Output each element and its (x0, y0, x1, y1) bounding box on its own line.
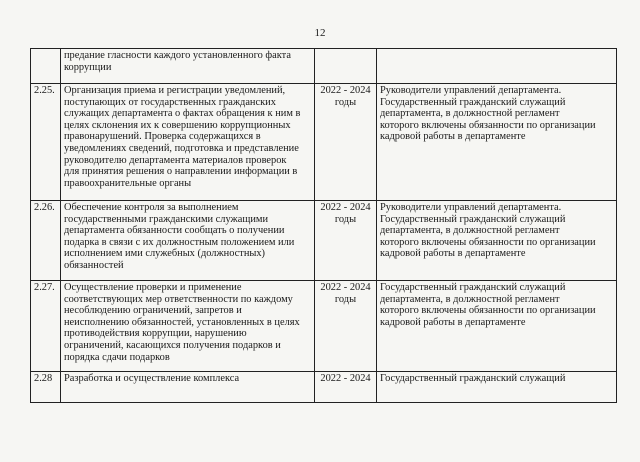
term-line: 2022 - 2024 (320, 282, 371, 293)
action-line: Разработка и осуществление комплекса (64, 373, 240, 384)
page-number: 12 (314, 27, 326, 39)
responsible-line: департамента, в должностной регламент (380, 293, 560, 305)
action-line: государственными гражданскими служащими (64, 213, 269, 225)
action-line: целях склонения их к совершению коррупционных (64, 119, 291, 131)
cell-term (315, 281, 377, 372)
action-line: соответствующих мер ответственности по каждому (64, 293, 293, 305)
responsible-line: Государственный гражданский служащий (380, 373, 566, 384)
action-line: ограничений, касающихся получения подарков и (64, 339, 281, 351)
cell-action (61, 84, 315, 201)
action-line: обязанностей (64, 259, 124, 271)
cell-number (31, 281, 61, 372)
row-number: 2.26. (34, 202, 55, 213)
cell-term (315, 84, 377, 201)
responsible-line: Государственный гражданский служащий (380, 213, 566, 225)
action-line: служащих департамента о фактах обращения к ним в (64, 108, 301, 120)
action-line: подарка в связи с их должностным положением или (64, 236, 295, 248)
responsible-line: которого включены обязанности по организации (380, 236, 596, 248)
cell-number (31, 201, 61, 281)
cell-term (315, 372, 377, 403)
table-row (31, 49, 617, 84)
cell-number (31, 49, 61, 84)
term-line: 2022 - 2024 (320, 202, 371, 213)
cell-action (61, 281, 315, 372)
responsible-line: департамента, в должностной регламент (380, 108, 560, 120)
cell-responsible (377, 201, 617, 281)
cell-number (31, 84, 61, 201)
responsible-line: Руководители управлений департамента. (380, 85, 562, 96)
cell-action (61, 49, 315, 84)
measures-table (30, 48, 617, 403)
responsible-line: которого включены обязанности по организации (380, 119, 596, 131)
term-line: 2022 - 2024 (320, 85, 371, 96)
action-line: правонарушений. Проверка содержащихся в (64, 131, 261, 143)
action-line: для принятия решения о направлении информации в (64, 166, 298, 178)
table-row (31, 281, 617, 372)
responsible-line: Государственный гражданский служащий (380, 282, 566, 293)
table-row (31, 201, 617, 281)
responsible-line: департамента, в должностной регламент (380, 225, 560, 237)
row-number: 2.28 (34, 373, 53, 384)
responsible-line: кадровой работы в департаменте (380, 316, 526, 328)
cell-responsible (377, 49, 617, 84)
measures-table-body (31, 49, 617, 403)
cell-action (61, 201, 315, 281)
row-number: 2.25. (34, 85, 55, 96)
cell-number (31, 372, 61, 403)
term-line: годы (334, 213, 357, 225)
responsible-line: кадровой работы в департаменте (380, 248, 526, 260)
action-line: исполнением ими служебных (должностных) (64, 248, 266, 260)
term-line: годы (334, 96, 357, 108)
action-line: порядка сдачи подарков (64, 351, 170, 363)
cell-responsible (377, 84, 617, 201)
responsible-line: Государственный гражданский служащий (380, 96, 566, 108)
action-line: поступающих от государственных гражданских (64, 96, 276, 108)
term-line: 2022 - 2024 (320, 373, 371, 384)
row-number: 2.27. (34, 282, 55, 293)
action-line: Обеспечение контроля за выполнением (64, 202, 239, 213)
action-line: Осуществление проверки и применение (64, 282, 242, 293)
action-line: неисполнению обязанностей, установленных в целях (64, 316, 300, 328)
action-line: предание гласности каждого установленного факта (64, 50, 291, 61)
cell-action (61, 372, 315, 403)
cell-term (315, 49, 377, 84)
table-row (31, 372, 617, 403)
term-line: годы (334, 293, 357, 305)
action-line: Организация приема и регистрации уведомлений, (64, 85, 286, 96)
action-line: противодействия коррупции, нарушению (64, 328, 247, 340)
responsible-line: которого включены обязанности по организации (380, 305, 596, 317)
action-line: руководителю департамента материалов проверок (64, 154, 287, 166)
cell-responsible (377, 372, 617, 403)
action-line: уведомлениях сведений, подготовка и представление (64, 142, 299, 154)
table-row (31, 84, 617, 201)
action-line: департамента обязанности сообщать о получении (64, 225, 285, 237)
action-line: правоохранительные органы (64, 177, 192, 189)
cell-term (315, 201, 377, 281)
responsible-line: кадровой работы в департаменте (380, 131, 526, 143)
action-line: коррупции (64, 61, 112, 73)
responsible-line: Руководители управлений департамента. (380, 202, 562, 213)
cell-responsible (377, 281, 617, 372)
action-line: несоблюдению ограничений, запретов и (64, 305, 242, 317)
